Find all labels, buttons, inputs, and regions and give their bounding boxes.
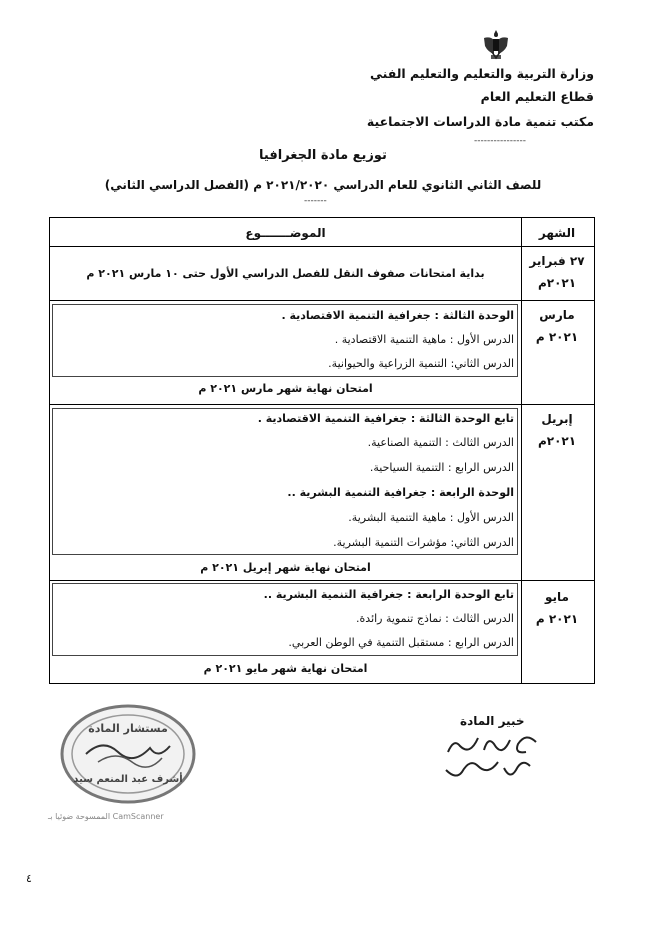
expert-signature (418, 728, 558, 784)
row-divider (50, 404, 594, 405)
may-lesson-4: الدرس الرابع : مستقبل التنمية في الوطن العربي. (288, 636, 514, 649)
month-mar-year: ٢٠٢١ م (535, 330, 579, 344)
month-mar-name: مارس (539, 308, 575, 322)
egypt-eagle-emblem-icon (482, 28, 510, 62)
scanner-watermark: CamScanner الممسوحة ضوئيا بـ (48, 812, 164, 821)
apr-lesson-2: الدرس الثاني: مؤشرات التنمية البشرية. (333, 536, 514, 549)
month-apr (520, 408, 594, 452)
apr-lesson-3: الدرس الثالث : التنمية الصناعية. (367, 436, 514, 449)
month-feb (520, 250, 594, 294)
feb-exam-text: بداية امتحانات صفوف النقل للفصل الدراسي الأول حتى ١٠ مارس ٢٠٢١ م (86, 267, 485, 280)
ministry-name: وزارة التربية والتعليم والتعليم الفني (369, 66, 594, 81)
row-divider (50, 580, 594, 581)
row-divider (50, 246, 594, 247)
month-may-year: ٢٠٢١ م (535, 612, 579, 626)
document-subtitle: للصف الثاني الثانوي للعام الدراسي ٢٠٢١/٢٠٢٠ م (الفصل الدراسي الثاني) (104, 178, 542, 192)
title-divider: ------- (304, 196, 327, 206)
mar-lesson-1: الدرس الأول : ماهية التنمية الاقتصادية . (334, 333, 514, 346)
row-divider (50, 300, 594, 301)
header-month: الشهر (538, 226, 576, 240)
month-feb-year: ٢٠٢١م (537, 276, 577, 290)
month-apr-year: ٢٠٢١م (537, 434, 577, 448)
apr-exam: امتحان نهاية شهر إبريل ٢٠٢١ م (200, 561, 371, 574)
seal-title: مستشار المادة (88, 722, 168, 735)
office-name: مكتب تنمية مادة الدراسات الاجتماعية (366, 114, 594, 129)
distribution-table (49, 217, 595, 684)
apr-lesson-4: الدرس الرابع : التنمية السياحية. (369, 461, 514, 474)
month-may-name: مايو (545, 590, 569, 604)
apr-unit-1: تابع الوحدة الثالثة : جغرافية التنمية الاقتصادية . (257, 412, 514, 425)
may-exam: امتحان نهاية شهر مايو ٢٠٢١ م (203, 662, 368, 675)
header-divider: ---------------- (474, 136, 526, 146)
may-lesson-3: الدرس الثالث : نماذج تنموية رائدة. (356, 612, 514, 625)
may-unit: تابع الوحدة الرابعة : جغرافية التنمية البشرية .. (263, 588, 514, 601)
page-number: ٤ (26, 872, 32, 885)
seal-name: أشرف عبد المنعم سيد (73, 774, 183, 785)
month-mar (520, 304, 594, 348)
header-topic: الموضـــــــوع (245, 226, 326, 240)
official-seal-stamp (58, 702, 198, 806)
mar-lesson-2: الدرس الثاني: التنمية الزراعية والحيوانية. (328, 357, 514, 370)
mar-unit: الوحدة الثالثة : جغرافية التنمية الاقتصادية . (281, 309, 514, 322)
month-apr-name: إبريل (541, 412, 573, 426)
mar-exam: امتحان نهاية شهر مارس ٢٠٢١ م (198, 382, 373, 395)
expert-label: خبير المادة (460, 714, 525, 728)
month-may (520, 586, 594, 630)
apr-unit-2: الوحدة الرابعة : جغرافية التنمية البشرية .. (287, 486, 514, 499)
month-feb-name: ٢٧ فبراير (529, 254, 585, 268)
apr-lessons-box (52, 408, 518, 555)
apr-lesson-1: الدرس الأول : ماهية التنمية البشرية. (348, 511, 514, 524)
document-title: توزيع مادة الجغرافيا (259, 148, 387, 163)
sector-name: قطاع التعليم العام (480, 89, 594, 104)
